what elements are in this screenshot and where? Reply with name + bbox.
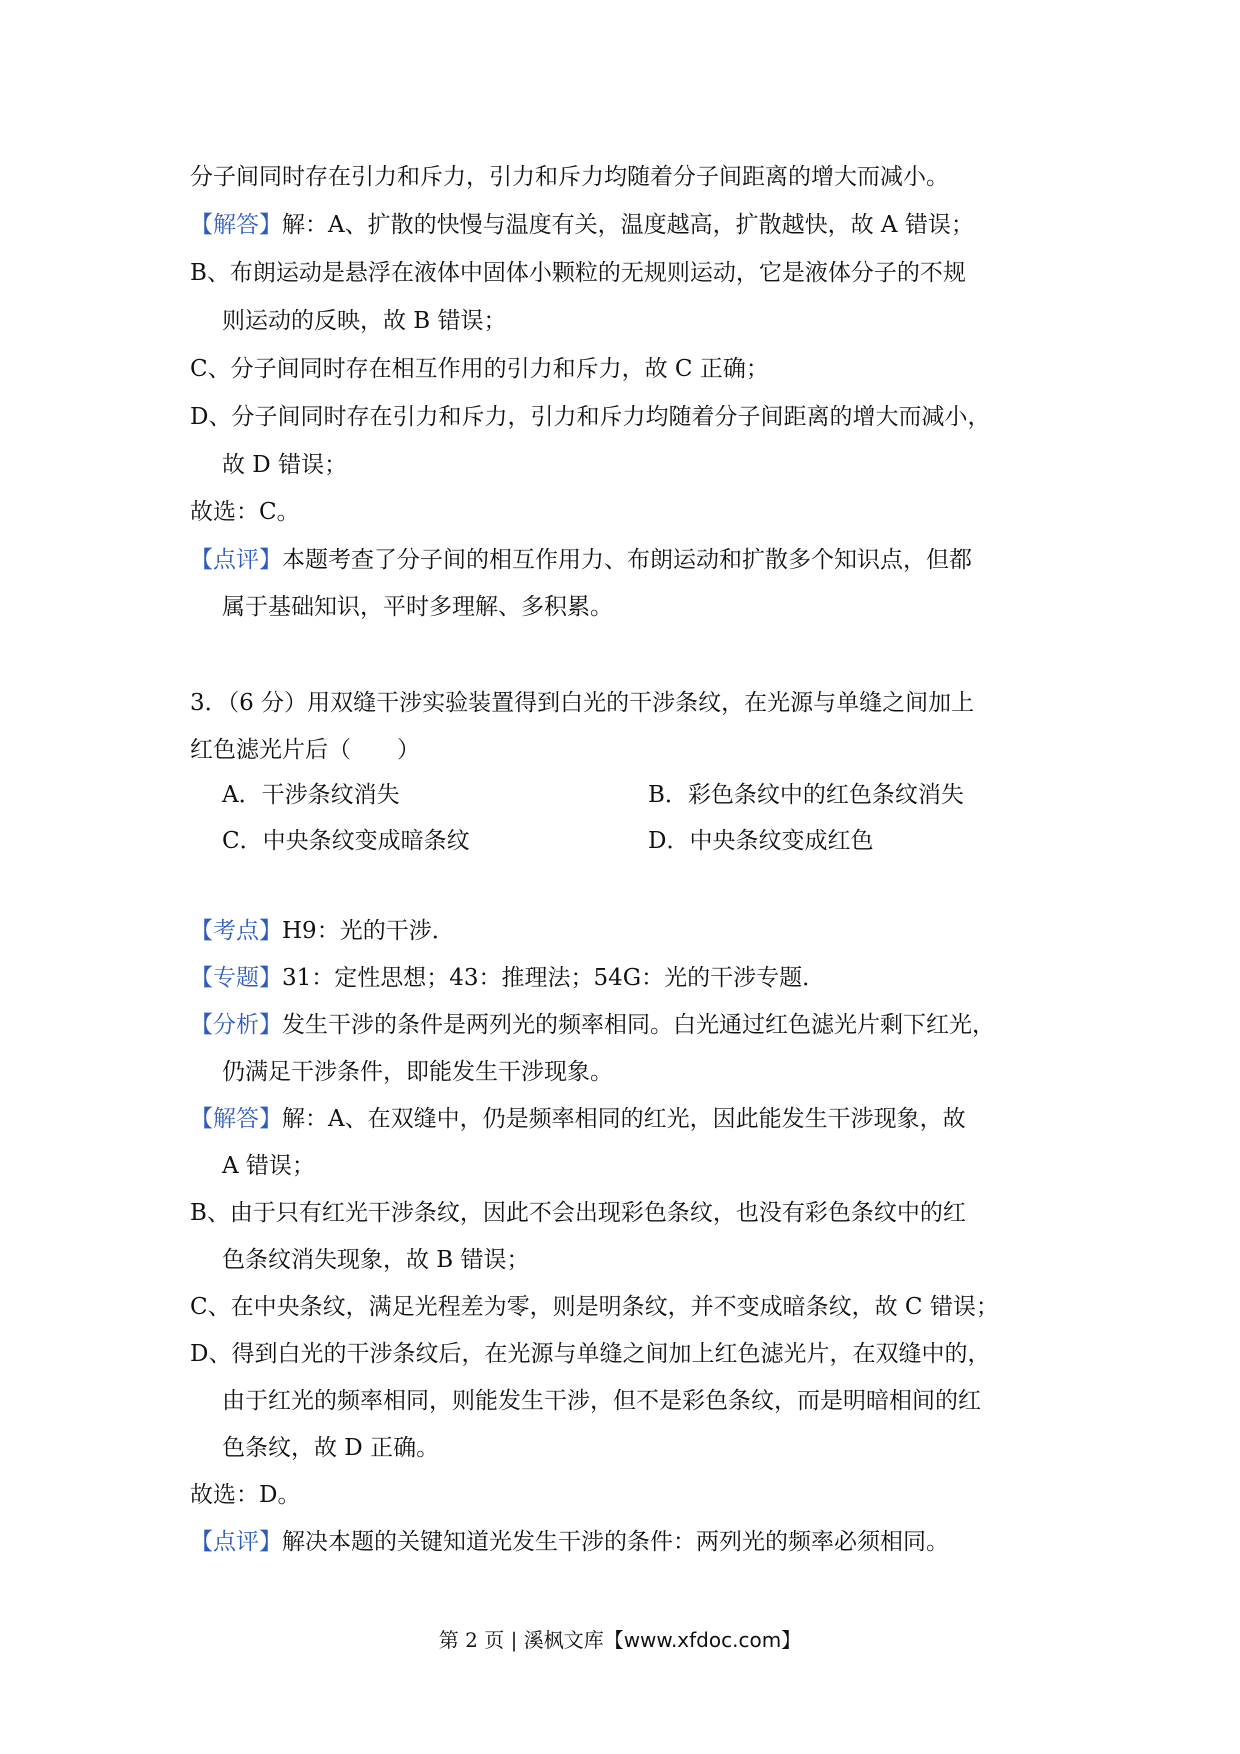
text-line: C、在中央条纹，满足光程差为零，则是明条纹，并不变成暗条纹，故 C 错误； — [190, 1294, 999, 1320]
analysis-tag: 【分析】 — [190, 1012, 282, 1038]
answer-tag: 【解答】 — [190, 212, 282, 238]
comment-text: 解决本题的关键知道光发生干涉的条件：两列光的频率必须相同。 — [282, 1529, 949, 1555]
topic-tag: 【专题】 — [190, 965, 282, 991]
answer-text: 解：A、扩散的快慢与温度有关，温度越高，扩散越快，故 A 错误； — [282, 212, 974, 238]
comment-line — [190, 545, 1070, 575]
text-line: 仍满足干涉条件，即能发生干涉现象。 — [222, 1059, 613, 1085]
text-line: D、分子间同时存在引力和斥力，引力和斥力均随着分子间距离的增大而减小， — [190, 404, 991, 430]
question-stem: 3．（6 分）用双缝干涉实验装置得到白光的干涉条纹，在光源与单缝之间加上 — [190, 690, 975, 716]
text-line: 由于红光的频率相同，则能发生干涉，但不是彩色条纹，而是明暗相间的红 — [222, 1388, 981, 1414]
analysis-line — [190, 1010, 1070, 1040]
text-line: 色条纹消失现象，故 B 错误； — [222, 1247, 530, 1273]
text-line: 色条纹，故 D 正确。 — [222, 1435, 440, 1461]
option-b: B．彩色条纹中的红色条纹消失 — [648, 782, 964, 808]
topic-text: 31：定性思想；43：推理法；54G：光的干涉专题． — [282, 965, 826, 991]
text-line: 属于基础知识，平时多理解、多积累。 — [222, 594, 613, 620]
text-line: B、由于只有红光干涉条纹，因此不会出现彩色条纹，也没有彩色条纹中的红 — [190, 1200, 966, 1226]
text-line: 则运动的反映，故 B 错误； — [222, 308, 507, 334]
comment-line — [190, 1527, 1070, 1557]
selection-line: 故选：D。 — [190, 1482, 301, 1508]
knowledge-point-tag: 【考点】 — [190, 918, 282, 944]
text-line: B、布朗运动是悬浮在液体中固体小颗粒的无规则运动，它是液体分子的不规 — [190, 260, 966, 286]
knowledge-point-line — [190, 916, 1070, 946]
topic-line — [190, 963, 1070, 993]
option-a: A．干涉条纹消失 — [222, 782, 400, 808]
footer-page-label: 第 2 页 | 溪枫文库 — [438, 1628, 604, 1652]
selection-line: 故选：C。 — [190, 499, 300, 525]
comment-tag: 【点评】 — [190, 547, 282, 573]
comment-text: 本题考查了分子间的相互作用力、布朗运动和扩散多个知识点，但都 — [282, 547, 972, 573]
text-line: C、分子间同时存在相互作用的引力和斥力，故 C 正确； — [190, 356, 769, 382]
question-stem: 红色滤光片后（ ） — [190, 737, 420, 763]
answer-line — [190, 1104, 1070, 1134]
comment-tag: 【点评】 — [190, 1529, 282, 1555]
page-footer — [0, 1624, 1240, 1653]
answer-text: 解：A、在双缝中，仍是频率相同的红光，因此能发生干涉现象，故 — [282, 1106, 966, 1132]
text-line: A 错误； — [222, 1153, 315, 1179]
text-line: D、得到白光的干涉条纹后，在光源与单缝之间加上红色滤光片，在双缝中的， — [190, 1341, 991, 1367]
option-c: C．中央条纹变成暗条纹 — [222, 828, 470, 854]
text-line: 故 D 错误； — [222, 452, 348, 478]
option-d: D．中央条纹变成红色 — [648, 828, 874, 854]
knowledge-point-text: H9：光的干涉． — [282, 918, 455, 944]
footer-site-link[interactable]: 【www.xfdoc.com】 — [603, 1628, 802, 1652]
answer-tag: 【解答】 — [190, 1106, 282, 1132]
text-line: 分子间同时存在引力和斥力，引力和斥力均随着分子间距离的增大而减小。 — [190, 164, 949, 190]
analysis-text: 发生干涉的条件是两列光的频率相同。白光通过红色滤光片剩下红光， — [282, 1012, 995, 1038]
answer-line — [190, 210, 1070, 240]
